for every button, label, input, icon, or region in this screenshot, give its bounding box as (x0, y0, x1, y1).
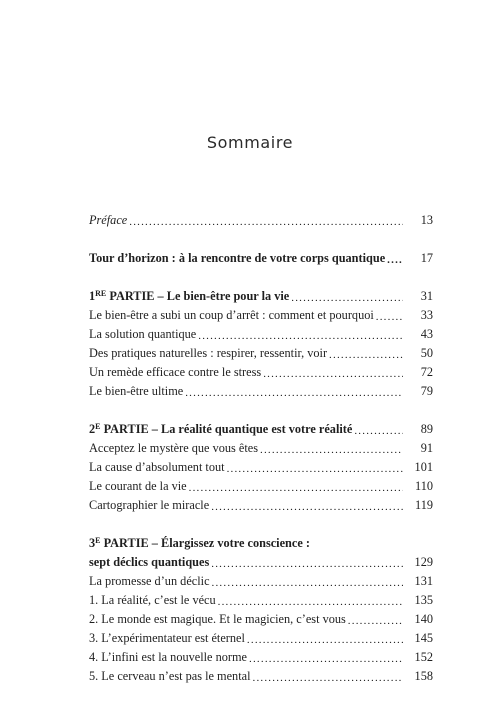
toc-entry-page: 140 (414, 612, 433, 626)
toc-entry-label: 4. L’infini est la nouvelle norme (89, 650, 248, 664)
part-number-suffix: E (95, 422, 101, 431)
toc-entry-label: Cartographier le miracle (89, 498, 210, 512)
toc-entry-page: 119 (415, 498, 433, 512)
leader-dots (376, 306, 403, 324)
toc-entry-label: Acceptez le mystère que vous êtes (89, 441, 259, 455)
part-heading-label (89, 287, 289, 305)
leader-dots (211, 553, 403, 571)
leader-dots (253, 667, 404, 685)
toc-entry[interactable] (89, 667, 433, 685)
part-number-suffix: RE (95, 289, 107, 298)
part-number-suffix: E (95, 536, 101, 545)
toc-entry[interactable] (89, 648, 433, 666)
toc-entry-page: 33 (420, 308, 433, 322)
toc-entry[interactable] (89, 572, 433, 590)
page-title: Sommaire (206, 133, 294, 152)
toc-entry-label: Préface (89, 213, 128, 227)
leader-dots (249, 648, 403, 666)
toc-part-3-heading-line2[interactable] (89, 553, 433, 571)
leader-dots (263, 363, 403, 381)
toc-entry-page: 31 (420, 289, 433, 303)
leader-dots (247, 629, 403, 647)
toc-entry-label: 3. L’expérimentateur est éternel (89, 631, 245, 645)
toc-entry-tour[interactable] (89, 249, 433, 267)
leader-dots (185, 382, 403, 400)
toc-entry-page: 89 (420, 422, 433, 436)
toc-entry-label: Des pratiques naturelles : respirer, ressentir, voir (89, 346, 328, 360)
leader-dots (354, 420, 403, 438)
toc-entry-page: 13 (420, 213, 433, 227)
toc-part-1-heading[interactable] (89, 287, 433, 305)
toc-entry-page: 17 (420, 251, 433, 265)
leader-dots (348, 610, 403, 628)
leader-dots (387, 249, 403, 267)
toc-entry-page: 158 (414, 669, 433, 683)
leader-dots (212, 572, 403, 590)
part-title: PARTIE – Le bien-être pour la vie (106, 289, 290, 303)
toc-entry[interactable] (89, 496, 433, 514)
toc-entry-page: 91 (420, 441, 433, 455)
part-number: 3 (89, 536, 96, 550)
toc-entry-page: 101 (414, 460, 433, 474)
toc-entry-page: 79 (420, 384, 433, 398)
toc-entry-label: Le bien-être ultime (89, 384, 184, 398)
part-number: 1 (89, 289, 96, 303)
toc-entry-page: 145 (414, 631, 433, 645)
leader-dots (129, 211, 403, 229)
toc-entry-preface[interactable] (89, 211, 433, 229)
toc-entry-page: 131 (414, 574, 433, 588)
leader-dots (260, 439, 403, 457)
leader-dots (227, 458, 403, 476)
leader-dots (189, 477, 403, 495)
toc-entry-label: Le courant de la vie (89, 479, 187, 493)
toc-entry[interactable] (89, 591, 433, 609)
toc-entry-label: Le bien-être a subi un coup d’arrêt : comment et pourquoi (89, 308, 374, 322)
leader-dots (218, 591, 403, 609)
part-title-continued: sept déclics quantiques (89, 555, 210, 569)
toc-entry-label: Un remède efficace contre le stress (89, 365, 262, 379)
toc-part-3-heading[interactable] (89, 534, 433, 552)
toc-entry-label: La promesse d’un déclic (89, 574, 210, 588)
toc-entry-page: 43 (420, 327, 433, 341)
toc-entry-label: 1. La réalité, c’est le vécu (89, 593, 216, 607)
toc-entry[interactable] (89, 363, 433, 381)
part-title: PARTIE – La réalité quantique est votre réalité (100, 422, 353, 436)
toc-entry-label: 2. Le monde est magique. Et le magicien, c’est vous (89, 612, 346, 626)
toc-entry-page: 152 (414, 650, 433, 664)
toc-entry-label: La solution quantique (89, 327, 197, 341)
part-heading-label (89, 534, 310, 552)
toc-entry-page: 72 (420, 365, 433, 379)
toc-entry[interactable] (89, 458, 433, 476)
toc-entry-label: La cause d’absolument tout (89, 460, 225, 474)
toc-entry[interactable] (89, 382, 433, 400)
part-heading-label (89, 420, 352, 438)
toc-entry[interactable] (89, 439, 433, 457)
toc-entry[interactable] (89, 325, 433, 343)
toc-entry-page: 129 (414, 555, 433, 569)
leader-dots (211, 496, 403, 514)
toc-entry-label: 5. Le cerveau n’est pas le mental (89, 669, 251, 683)
toc-entry[interactable] (89, 610, 433, 628)
leader-dots (198, 325, 403, 343)
toc-entry[interactable] (89, 477, 433, 495)
leader-dots (291, 287, 403, 305)
toc-entry[interactable] (89, 629, 433, 647)
toc-entry-page: 135 (414, 593, 433, 607)
toc-entry-page: 110 (415, 479, 433, 493)
toc-entry-page: 50 (420, 346, 433, 360)
toc-entry-label: Tour d’horizon : à la rencontre de votre corps quantique (89, 251, 386, 265)
toc-entry[interactable] (89, 306, 433, 324)
toc-entry[interactable] (89, 344, 433, 362)
toc-part-2-heading[interactable] (89, 420, 433, 438)
part-number: 2 (89, 422, 96, 436)
leader-dots (329, 344, 403, 362)
part-title: PARTIE – Élargissez votre conscience : (100, 536, 310, 550)
